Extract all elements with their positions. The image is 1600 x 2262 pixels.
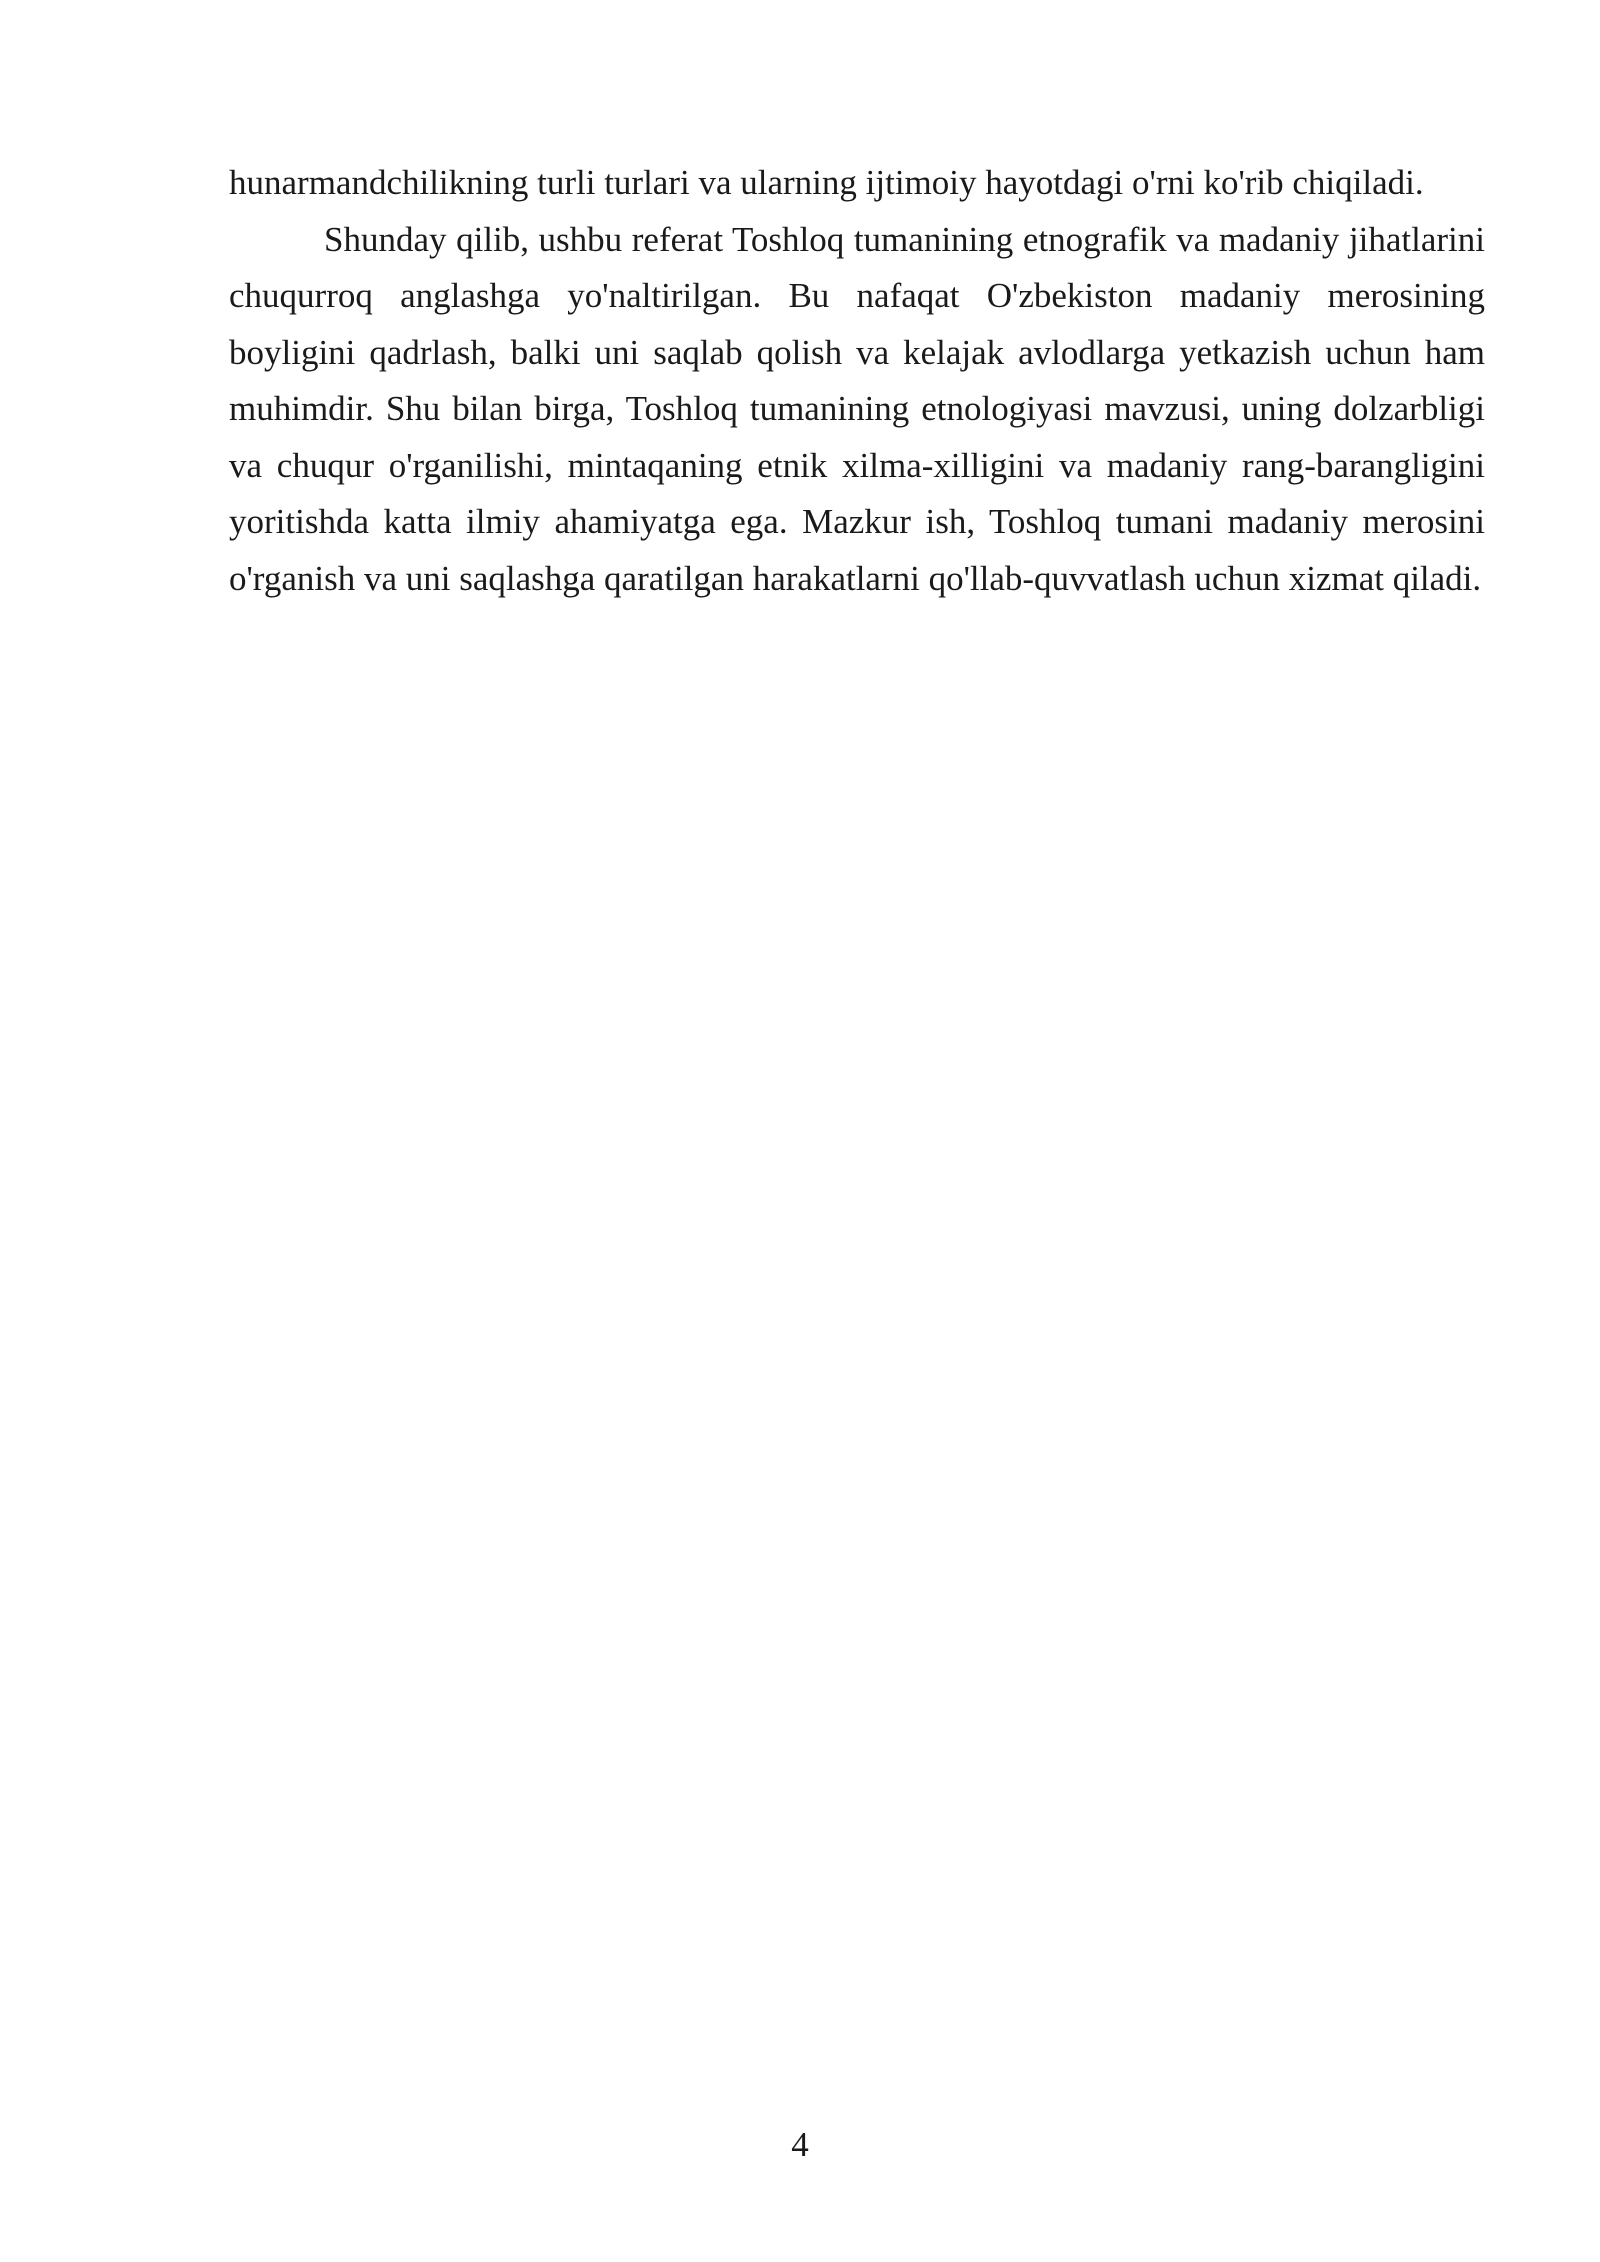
body-text (229, 155, 1485, 607)
paragraph-continuation: hunarmandchilikning turli turlari va ularning ijtimoiy hayotdagi o'rni ko'rib chiqiladi. (229, 163, 1424, 202)
page-number: 4 (791, 2125, 809, 2164)
paragraph-conclusion: Shunday qilib, ushbu referat Toshloq tumanining etnografik va madaniy jihatlarini chuqurroq anglashga yo'naltirilgan. Bu nafaqat O'zbekiston madaniy merosining boyligini qadrlash, balki uni saqlab qolish va kelajak avlodlarga yetkazish uchun ham muhimdir. Shu bilan birga, Toshloq tumanining etnologiyasi mavzusi, uning dolzarbligi va chuqur o'rganilishi, mintaqaning etnik xilma-xilligini va madaniy rang-barangligini yoritishda katta ilmiy ahamiyatga ega. Mazkur ish, Toshloq tumani madaniy merosini o'rganish va uni saqlashga qaratilgan harakatlarni qo'llab-quvvatlash uchun xizmat qiladi. (229, 219, 1485, 598)
